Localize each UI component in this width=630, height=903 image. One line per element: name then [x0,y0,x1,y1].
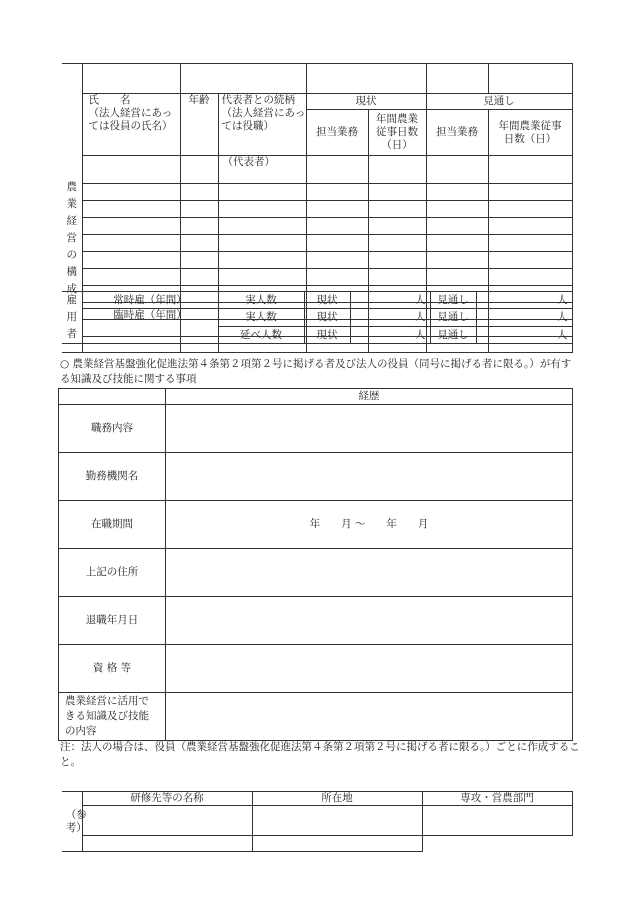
days-cell[interactable] [368,156,426,184]
days-cell[interactable] [488,269,572,286]
location-field[interactable] [252,806,422,836]
name-cell[interactable] [82,269,180,286]
address-label: 上記の住所 [59,549,166,597]
major-header: 専攻・営農部門 [422,792,572,806]
top-cell[interactable] [488,64,572,94]
days-cell[interactable] [368,252,426,269]
major-field[interactable] [422,806,572,836]
knowledge-notice: ○ 農業経営基盤強化促進法第４条第２項第２号に掲げる者及び法人の役員（同号に掲げる者に限る。）が有する知識及び技能に関する事項 [60,358,572,385]
days-cell[interactable] [368,218,426,235]
outlook-count[interactable]: 人 [476,292,572,309]
duty-cell[interactable] [426,269,488,286]
retirement-date-field[interactable] [166,597,573,645]
current-count[interactable]: 人 [350,309,430,327]
employee-table [62,291,573,344]
top-cell[interactable] [82,64,180,94]
qualification-field[interactable] [166,645,573,693]
note-text: 注：法人の場合は、役員（農業経営基盤強化促進法第４条第２項第２号に掲げる者に限る。）ごとに作成すること。 [60,741,580,768]
top-cell[interactable] [426,64,488,94]
duty-cell[interactable] [306,156,368,184]
outlook-duty-header: 担当業務 [426,110,488,156]
employee-side-label [62,292,82,344]
duty-content-field[interactable] [166,405,573,453]
current-days-header: 年間農業従事日数（日） [368,110,426,156]
relation-cell[interactable] [218,269,306,286]
days-cell[interactable] [368,235,426,252]
duty-content-label: 職務内容 [59,405,166,453]
career-header: 経歴 [166,389,573,405]
duty-cell[interactable] [306,235,368,252]
actual-label: 実人数 [218,309,304,327]
days-cell[interactable] [488,156,572,184]
current-label: 現状 [304,327,350,344]
training-header: 研修先等の名称 [82,792,252,806]
age-cell[interactable] [180,184,218,201]
tenure-label: 在職期間 [59,501,166,549]
days-cell[interactable] [368,201,426,218]
career-corner [59,389,166,405]
name-cell[interactable] [82,252,180,269]
duty-cell[interactable] [306,252,368,269]
days-cell[interactable] [488,252,572,269]
training-field[interactable] [82,836,252,852]
days-cell[interactable] [488,218,572,235]
training-field[interactable] [82,806,252,836]
current-duty-header: 担当業務 [306,110,368,156]
relation-cell[interactable] [218,218,306,235]
outlook-count[interactable]: 人 [476,309,572,327]
major-field[interactable] [422,836,572,852]
relation-cell[interactable] [218,201,306,218]
relation-cell[interactable] [218,235,306,252]
actual-label: 実人数 [218,292,304,309]
reference-side-text: （参考） [65,808,87,834]
tenure-field[interactable]: 年 月 ～ 年 月 [166,501,573,549]
age-cell[interactable] [180,156,218,184]
location-field[interactable] [252,836,422,852]
current-label: 現状 [304,292,350,309]
current-count[interactable]: 人 [350,292,430,309]
name-cell[interactable] [82,156,180,184]
age-cell[interactable] [180,235,218,252]
duty-cell[interactable] [426,235,488,252]
outlook-label: 見通し [430,327,476,344]
total-label: 延べ人数 [218,327,304,344]
age-cell[interactable] [180,252,218,269]
duty-cell[interactable] [306,218,368,235]
top-cell[interactable] [306,64,426,94]
relation-cell[interactable] [218,184,306,201]
name-cell[interactable] [82,201,180,218]
col-name-header: 氏 名 （法人経営にあっては役員の氏名） [82,94,180,156]
name-cell[interactable] [82,218,180,235]
current-count[interactable]: 人 [350,327,430,344]
career-table [58,388,573,741]
days-cell[interactable] [488,201,572,218]
outlook-days-header: 年間農業従事日数（日） [488,110,572,156]
location-header: 所在地 [252,792,422,806]
employee-side-text: 雇用者 [66,294,77,340]
days-cell[interactable] [368,269,426,286]
duty-cell[interactable] [306,184,368,201]
reference-side-label [62,792,87,852]
duty-cell[interactable] [426,201,488,218]
age-cell[interactable] [180,269,218,286]
outlook-count[interactable]: 人 [476,327,572,344]
age-cell[interactable] [180,201,218,218]
skills-label: 農業経営に活用できる知識及び技能の内容 [59,693,166,741]
retirement-date-label: 退職年月日 [59,597,166,645]
duty-cell[interactable] [306,201,368,218]
top-cell[interactable] [180,64,306,94]
temporary-label: 臨時雇（年間） [82,309,218,344]
col-relation-header: 代表者との続柄 （法人経営にあっては役職） [218,94,306,156]
duty-cell[interactable] [426,218,488,235]
name-cell[interactable] [82,184,180,201]
days-cell[interactable] [488,184,572,201]
reference-table [62,791,573,852]
outlook-label: 見通し [430,292,476,309]
current-group-header: 現状 [306,94,426,110]
regular-label: 常時雇（年間） [82,292,218,309]
days-cell[interactable] [368,184,426,201]
employer-field[interactable] [166,453,573,501]
address-field[interactable] [166,549,573,597]
representative-cell[interactable]: （代表者） [218,156,306,184]
employer-label: 勤務機関名 [59,453,166,501]
outlook-label: 見通し [430,309,476,327]
side-label-text: 農業経営の構成 [66,180,77,295]
days-cell[interactable] [488,235,572,252]
qualification-label: 資 格 等 [59,645,166,693]
duty-cell[interactable] [426,252,488,269]
relation-cell[interactable] [218,252,306,269]
duty-cell[interactable] [426,156,488,184]
current-label: 現状 [304,309,350,327]
duty-cell[interactable] [426,184,488,201]
skills-field[interactable] [166,693,573,741]
name-cell[interactable] [82,235,180,252]
duty-cell[interactable] [306,269,368,286]
col-age-header: 年齢 [180,94,218,156]
age-cell[interactable] [180,218,218,235]
outlook-group-header: 見通し [426,94,572,110]
